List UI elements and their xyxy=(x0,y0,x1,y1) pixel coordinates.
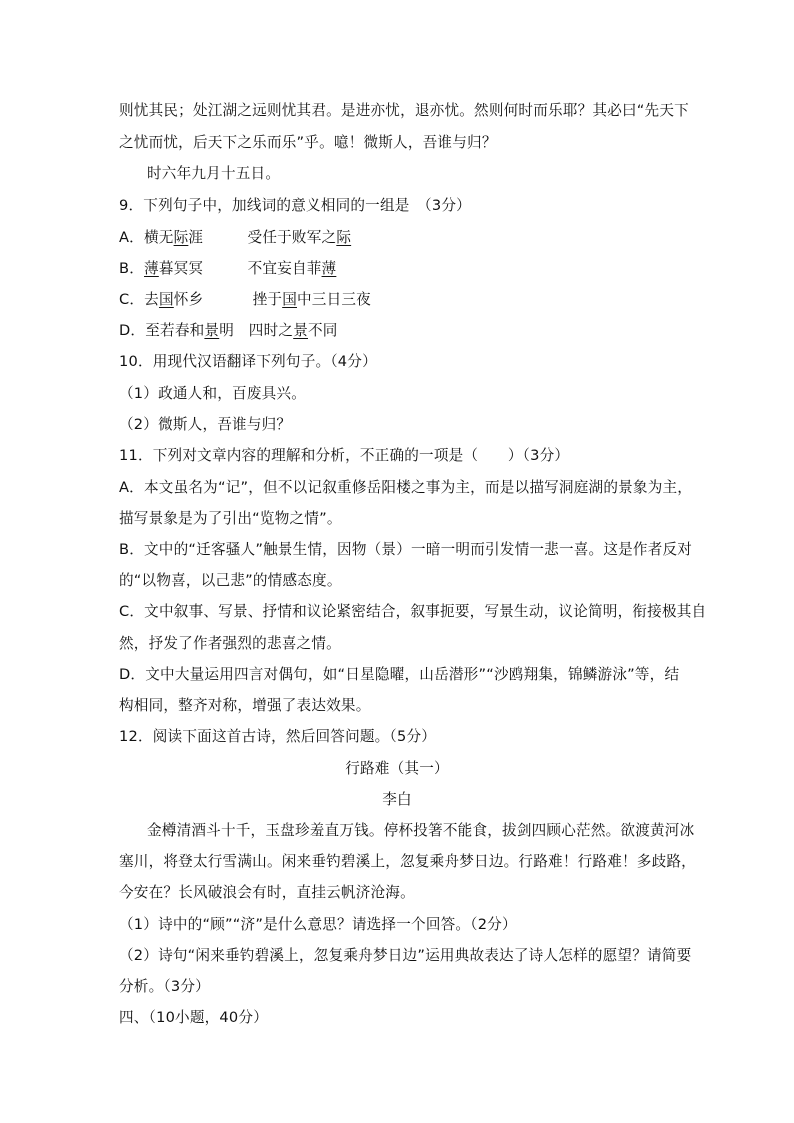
q9-stem: 9．下列句子中，加线词的意义相同的一组是 （3分） xyxy=(119,197,471,214)
poem-line-1: 金樽清酒斗十千，玉盘珍羞直万钱。停杯投箸不能食，拔剑四顾心茫然。欲渡黄河冰 xyxy=(147,822,695,839)
poem-author: 李白 xyxy=(382,791,412,808)
q11-option-a-line-1: A．本文虽名为“记”，但不以记叙重修岳阳楼之事为主，而是以描写洞庭湖的景象为主， xyxy=(119,479,693,496)
q9-option-b xyxy=(119,259,679,279)
passage-line-2: 之忧而忧，后天下之乐而乐”乎。噫！微斯人，吾谁与归？ xyxy=(119,134,497,151)
q9-a-underlined-2: 际 xyxy=(336,229,352,246)
q9-d-text: D．至若春和 xyxy=(119,322,205,339)
poem-line-2: 塞川，将登太行雪满山。闲来垂钓碧溪上，忽复乘舟梦日边。行路难！行路难！多歧路， xyxy=(119,853,696,870)
q9-c-underlined-1: 国 xyxy=(158,291,174,308)
q9-a-text: 涯 受任于败军之 xyxy=(188,229,337,246)
poem-line-3: 今安在？长风破浪会有时，直挂云帆济沧海。 xyxy=(119,884,415,901)
q10-sentence-2: （2）微斯人，吾谁与归？ xyxy=(119,416,292,433)
q9-c-text: C．去 xyxy=(119,291,159,308)
q9-d-text: 明 四时之 xyxy=(219,322,294,339)
q9-option-d xyxy=(119,321,679,341)
poem-title: 行路难（其一） xyxy=(345,760,449,777)
q10-sentence-1: （1）政通人和，百废具兴。 xyxy=(119,385,307,402)
q9-option-a xyxy=(119,228,679,248)
q9-a-underlined-1: 际 xyxy=(173,229,189,246)
q11-option-b-line-2: 的“以物喜，以己悲”的情感态度。 xyxy=(119,572,342,589)
q12-stem: 12．阅读下面这首古诗，然后回答问题。（5分） xyxy=(119,728,437,745)
q11-option-a-line-2: 描写景象是为了引出“览物之情”。 xyxy=(119,510,342,527)
q9-b-text: B． xyxy=(119,260,145,277)
q11-stem: 11．下列对文章内容的理解和分析，不正确的一项是（ ）（3分） xyxy=(119,447,570,464)
passage-date: 时六年九月十五日。 xyxy=(147,165,281,182)
q12-subquestion-2-line-2: 分析。（3分） xyxy=(119,978,210,995)
q9-c-text: 中三日三夜 xyxy=(296,291,371,308)
q9-a-text: A．横无 xyxy=(119,229,174,246)
q11-option-c-line-1: C．文中叙事、写景、抒情和议论紧密结合，叙事扼要，写景生动，议论简明，衔接极其自 xyxy=(119,603,707,620)
q9-b-text: 暮冥冥 不宜妄自菲 xyxy=(158,260,322,277)
passage-line-1: 则忧其民；处江湖之远则忧其君。是进亦忧，退亦忧。然则何时而乐耶？其必曰“先天下 xyxy=(119,102,689,119)
q11-option-d-line-1: D．文中大量运用四言对偶句，如“日星隐曜，山岳潜形”“沙鸥翔集，锦鳞游泳”等，结 xyxy=(119,666,680,683)
q9-c-text: 怀乡 挫于 xyxy=(173,291,283,308)
q9-c-underlined-2: 国 xyxy=(282,291,297,308)
q10-stem: 10．用现代汉语翻译下列句子。（4分） xyxy=(119,353,377,370)
q9-b-underlined-1: 薄 xyxy=(144,260,159,277)
q9-d-underlined-1: 景 xyxy=(204,322,220,339)
q11-option-b-line-1: B．文中的“迁客骚人”触景生情，因物（景）一暗一明而引发情一悲一喜。这是作者反对 xyxy=(119,541,693,558)
q11-option-c-line-2: 然，抒发了作者强烈的悲喜之情。 xyxy=(119,635,341,652)
q9-b-underlined-2: 薄 xyxy=(321,260,337,277)
q9-d-text: 不同 xyxy=(308,322,338,339)
q12-subquestion-1: （1）诗中的“顾”“济”是什么意思？请选择一个回答。（2分） xyxy=(119,916,517,933)
section-4-heading: 四、（10小题，40分） xyxy=(119,1009,268,1026)
q9-option-c xyxy=(119,290,679,310)
q9-d-underlined-2: 景 xyxy=(293,322,308,339)
q12-subquestion-2-line-1: （2）诗句“闲来垂钓碧溪上，忽复乘舟梦日边”运用典故表达了诗人怎样的愿望？请简要 xyxy=(119,947,692,964)
q11-option-d-line-2: 构相同，整齐对称，增强了表达效果。 xyxy=(119,697,371,714)
